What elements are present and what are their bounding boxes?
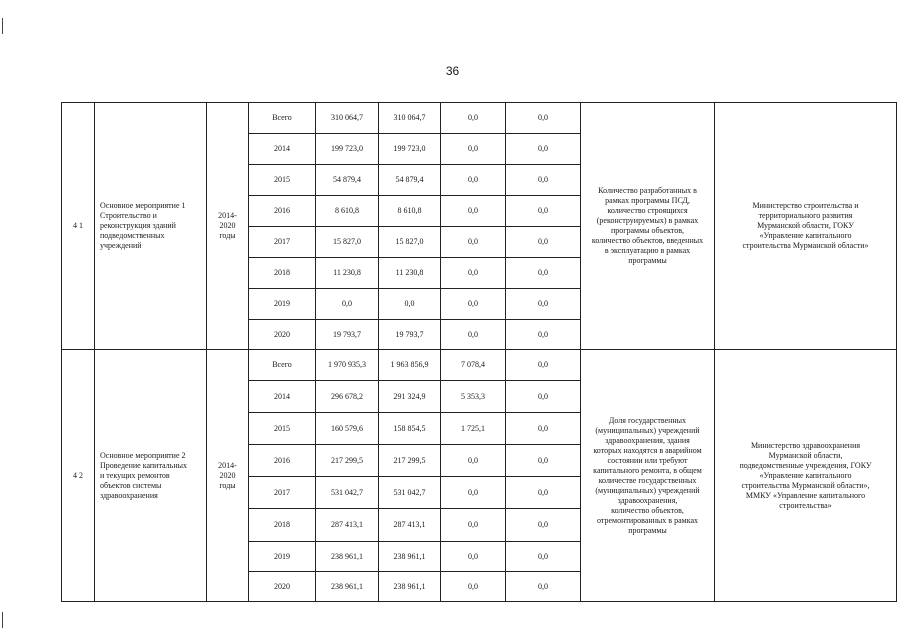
cell-regional: 158 854,5 xyxy=(379,413,441,445)
cell-total: 0,0 xyxy=(316,289,379,320)
cell-federal: 0,0 xyxy=(441,289,506,320)
cell-federal: 0,0 xyxy=(441,165,506,196)
executor-line: «Управление капитального xyxy=(759,231,852,240)
page-number: 36 xyxy=(445,64,460,78)
cell-other: 0,0 xyxy=(506,477,581,509)
cell-regional: 199 723,0 xyxy=(379,134,441,165)
cell-total: 217 299,5 xyxy=(316,445,379,477)
measure-period-line: годы xyxy=(219,231,236,240)
cell-total: 8 610,8 xyxy=(316,196,379,227)
cell-federal: 7 078,4 xyxy=(441,350,506,381)
indicator-line: Количество разработанных в xyxy=(598,186,697,195)
cell-total: 531 042,7 xyxy=(316,477,379,509)
measure-title-line: и текущих ремонтов xyxy=(100,470,170,480)
indicator-line: здравоохранения, xyxy=(617,495,678,505)
measure-period-line: годы xyxy=(219,480,236,490)
indicator-text xyxy=(581,103,715,350)
indicator-text xyxy=(581,350,715,602)
program-measures-table xyxy=(61,102,897,602)
indicator-line: программы xyxy=(628,256,667,265)
executor-line: подведомственные учреждения, ГОКУ xyxy=(739,460,872,470)
cell-year: Всего xyxy=(249,103,316,134)
cell-other: 0,0 xyxy=(506,542,581,572)
cell-year: 2018 xyxy=(249,509,316,542)
cell-federal: 0,0 xyxy=(441,103,506,134)
cell-other: 0,0 xyxy=(506,350,581,381)
cell-regional: 1 963 856,9 xyxy=(379,350,441,381)
indicator-line: которых находятся в аварийном xyxy=(593,445,702,455)
indicator-line: (муниципальных) учреждений xyxy=(595,485,700,495)
measure-title-line: подведомственных xyxy=(100,231,165,240)
indicator-line: состоянии или требуют xyxy=(607,455,688,465)
cell-year: 2016 xyxy=(249,445,316,477)
cell-total: 287 413,1 xyxy=(316,509,379,542)
indicator-line: количестве государственных xyxy=(598,475,697,485)
measure-period-line: 2014- xyxy=(218,460,237,470)
cell-total: 1 970 935,3 xyxy=(316,350,379,381)
executor-line: Мурманской области, xyxy=(768,450,843,460)
cell-year: 2020 xyxy=(249,320,316,350)
indicator-line: (муниципальных) учреждений xyxy=(595,425,700,435)
indicator-line: здравоохранения, здания xyxy=(605,435,690,445)
cell-total: 238 961,1 xyxy=(316,572,379,602)
cell-total: 199 723,0 xyxy=(316,134,379,165)
indicator-line: программы объектов, xyxy=(610,226,685,235)
cell-regional: 15 827,0 xyxy=(379,227,441,258)
cell-other: 0,0 xyxy=(506,413,581,445)
cell-other: 0,0 xyxy=(506,572,581,602)
cell-regional: 238 961,1 xyxy=(379,572,441,602)
measure-period xyxy=(207,103,249,350)
indicator-line: Доля государственных xyxy=(608,415,687,425)
cell-year: 2016 xyxy=(249,196,316,227)
cell-other: 0,0 xyxy=(506,289,581,320)
cell-other: 0,0 xyxy=(506,165,581,196)
cell-federal: 0,0 xyxy=(441,258,506,289)
cell-total: 296 678,2 xyxy=(316,381,379,413)
cell-federal: 5 353,3 xyxy=(441,381,506,413)
cell-regional: 238 961,1 xyxy=(379,542,441,572)
measure-title-line: Проведение капитальных xyxy=(100,460,187,470)
measure-period-line: 2020 xyxy=(219,221,236,230)
cell-total: 15 827,0 xyxy=(316,227,379,258)
measure-title-line: Основное мероприятие 2 xyxy=(100,450,186,460)
executor-line: Министерство строительства и xyxy=(752,201,859,210)
cell-total: 238 961,1 xyxy=(316,542,379,572)
measure-period-line: 2014- xyxy=(218,211,237,220)
executor-line: Министерство здравоохранения xyxy=(750,440,861,450)
cell-total: 160 579,6 xyxy=(316,413,379,445)
measure-title-line: реконструкция зданий xyxy=(100,221,176,230)
measure-title-line: учреждений xyxy=(100,241,142,250)
cell-other: 0,0 xyxy=(506,320,581,350)
cell-regional: 8 610,8 xyxy=(379,196,441,227)
measure-title-line: объектов системы xyxy=(100,480,162,490)
cell-year: 2019 xyxy=(249,289,316,320)
cell-federal: 0,0 xyxy=(441,227,506,258)
measure-title xyxy=(95,103,207,350)
cell-federal: 0,0 xyxy=(441,196,506,227)
executor-line: «Управление капитального xyxy=(759,470,852,480)
scan-edge-mark-top xyxy=(2,18,3,34)
measure-period-line: 2020 xyxy=(219,470,236,480)
table-row xyxy=(62,103,897,134)
executor-line: строительства Мурманской области» xyxy=(742,241,869,250)
cell-year: 2017 xyxy=(249,477,316,509)
measure-title xyxy=(95,350,207,602)
indicator-line: (реконструируемых) в рамках xyxy=(596,216,699,225)
indicator-line: программы xyxy=(628,525,667,535)
indicator-line: количество строящихся xyxy=(607,206,688,215)
cell-year: 2019 xyxy=(249,542,316,572)
executor-line: строительства Мурманской области», xyxy=(741,480,870,490)
cell-regional: 217 299,5 xyxy=(379,445,441,477)
cell-regional: 531 042,7 xyxy=(379,477,441,509)
measure-title-line: Основное мероприятие 1 xyxy=(100,201,186,210)
cell-other: 0,0 xyxy=(506,445,581,477)
cell-other: 0,0 xyxy=(506,103,581,134)
measure-code: 4 2 xyxy=(62,350,95,602)
cell-federal: 0,0 xyxy=(441,320,506,350)
cell-regional: 287 413,1 xyxy=(379,509,441,542)
executor-text xyxy=(715,103,897,350)
indicator-line: количество объектов, введенных xyxy=(591,236,704,245)
indicator-line: рамках программы ПСД, xyxy=(605,196,690,205)
cell-federal: 0,0 xyxy=(441,572,506,602)
cell-other: 0,0 xyxy=(506,227,581,258)
cell-year: 2014 xyxy=(249,381,316,413)
cell-federal: 0,0 xyxy=(441,477,506,509)
cell-year: 2018 xyxy=(249,258,316,289)
cell-year: 2017 xyxy=(249,227,316,258)
cell-other: 0,0 xyxy=(506,381,581,413)
scan-edge-mark-bottom xyxy=(2,612,3,628)
executor-line: ММКУ «Управление капитального xyxy=(745,490,866,500)
cell-regional: 11 230,8 xyxy=(379,258,441,289)
indicator-line: отремонтированных в рамках xyxy=(596,515,699,525)
indicator-line: количество объектов, xyxy=(611,505,684,515)
cell-regional: 0,0 xyxy=(379,289,441,320)
cell-federal: 0,0 xyxy=(441,445,506,477)
cell-regional: 54 879,4 xyxy=(379,165,441,196)
cell-other: 0,0 xyxy=(506,196,581,227)
cell-total: 19 793,7 xyxy=(316,320,379,350)
cell-federal: 0,0 xyxy=(441,542,506,572)
cell-year: 2020 xyxy=(249,572,316,602)
cell-other: 0,0 xyxy=(506,258,581,289)
cell-regional: 310 064,7 xyxy=(379,103,441,134)
cell-year: 2015 xyxy=(249,165,316,196)
cell-year: 2015 xyxy=(249,413,316,445)
indicator-line: в эксплуатацию в рамках xyxy=(604,246,691,255)
cell-year: 2014 xyxy=(249,134,316,165)
table-row xyxy=(62,350,897,381)
cell-federal: 0,0 xyxy=(441,134,506,165)
cell-regional: 19 793,7 xyxy=(379,320,441,350)
cell-other: 0,0 xyxy=(506,134,581,165)
cell-federal: 0,0 xyxy=(441,509,506,542)
cell-total: 11 230,8 xyxy=(316,258,379,289)
measure-code: 4 1 xyxy=(62,103,95,350)
indicator-line: капитального ремонта, в общем xyxy=(593,465,702,475)
cell-total: 54 879,4 xyxy=(316,165,379,196)
cell-total: 310 064,7 xyxy=(316,103,379,134)
executor-text xyxy=(715,350,897,602)
cell-federal: 1 725,1 xyxy=(441,413,506,445)
executor-line: Мурманской области, ГОКУ xyxy=(757,221,854,230)
executor-line: территориального развития xyxy=(758,211,853,220)
cell-other: 0,0 xyxy=(506,509,581,542)
measure-period xyxy=(207,350,249,602)
cell-regional: 291 324,9 xyxy=(379,381,441,413)
measure-title-line: Строительство и xyxy=(100,211,157,220)
cell-year: Всего xyxy=(249,350,316,381)
measure-title-line: здравоохранения xyxy=(100,490,158,500)
executor-line: строительства» xyxy=(779,500,832,510)
